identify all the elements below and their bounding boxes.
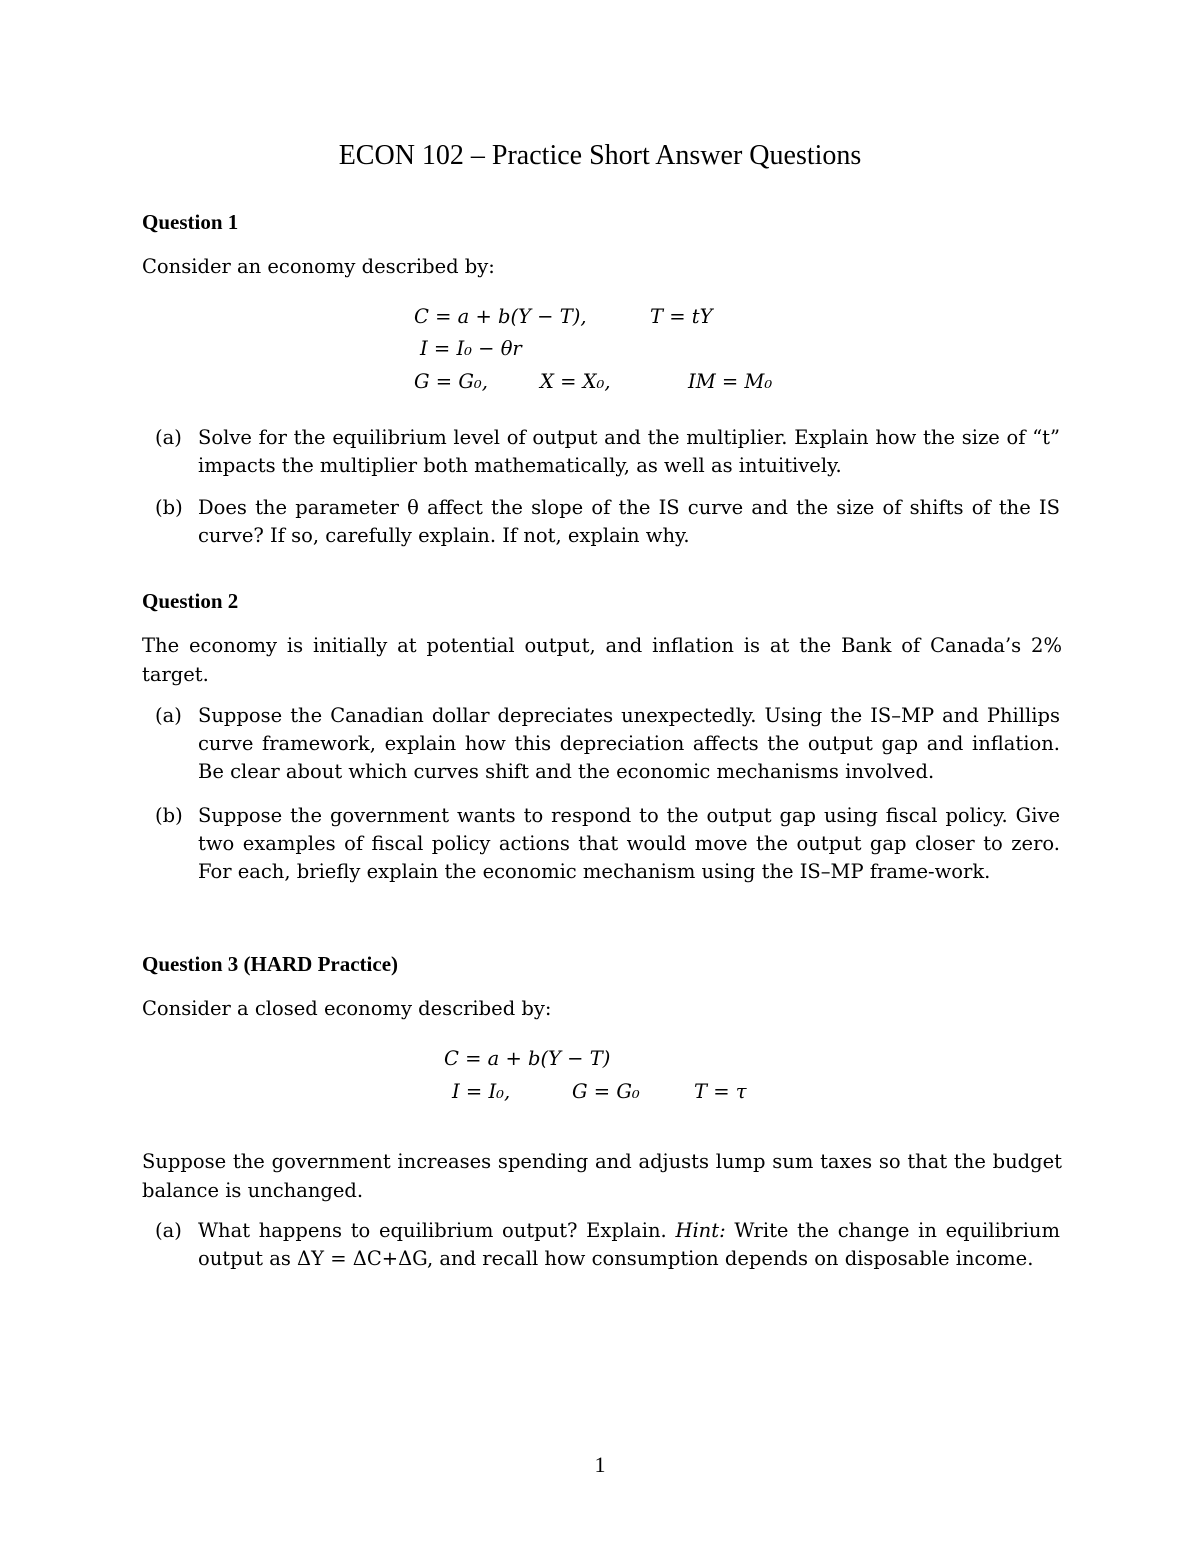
q1-equation-exports: X = X₀, — [540, 370, 611, 393]
q1-equation-investment: I = I₀ − θr — [420, 337, 522, 360]
part-text — [198, 1217, 1060, 1273]
q1-equation-tax: T = tY — [650, 305, 713, 328]
page-title: ECON 102 – Practice Short Answer Questions — [338, 140, 862, 171]
question-1-intro: Consider an economy described by: — [142, 255, 495, 278]
q3-equation-investment: I = I₀, — [452, 1080, 511, 1103]
question-1-part-b — [155, 494, 1060, 552]
q1-equation-consumption: C = a + b(Y − T), — [414, 305, 587, 328]
part-text: Does the parameter θ affect the slope of the IS curve and the size of shifts of the IS curve? If so, carefully explain. If not, explain why. — [198, 496, 1060, 547]
question-2-intro: The economy is initially at potential output, and inflation is at the Bank of Canada’s 2% target. — [142, 634, 1062, 686]
part-text: Solve for the equilibrium level of output and the multiplier. Explain how the size of “t” impacts the multiplier both mathematically, as well as intuitively. — [198, 426, 1060, 477]
question-3-heading: Question 3 (HARD Practice) — [142, 952, 399, 976]
q1-equation-imports: IM = M₀ — [688, 370, 773, 393]
question-2-heading: Question 2 — [142, 589, 239, 613]
question-2-part-a — [155, 702, 1060, 788]
part-label: (a) — [155, 426, 182, 449]
q3-equation-tax: T = τ — [694, 1080, 747, 1103]
hint-text: Write the change in equilibrium output as ΔY = ΔC+ΔG, and recall how consumption depends on disposable income. — [198, 1219, 1060, 1270]
question-2-part-b — [155, 802, 1060, 916]
question-1-part-a — [155, 424, 1060, 482]
q3-equation-consumption: C = a + b(Y − T) — [444, 1047, 611, 1070]
q1-equation-government: G = G₀, — [414, 370, 488, 393]
part-label: (b) — [155, 804, 183, 827]
part-label: (b) — [155, 496, 183, 519]
question-3-body: Suppose the government increases spending and adjusts lump sum taxes so that the budget balance is unchanged. — [142, 1150, 1062, 1202]
part-text-start: What happens to equilibrium output? Explain. — [198, 1219, 667, 1242]
hint-label: Hint: — [675, 1219, 726, 1242]
question-1-heading: Question 1 — [142, 210, 239, 234]
question-3-intro: Consider a closed economy described by: — [142, 997, 552, 1020]
part-label: (a) — [155, 1219, 182, 1242]
part-text: Suppose the government wants to respond to the output gap using fiscal policy. Give two examples of fiscal policy actions that would move the output gap closer to zero. For each, briefly explain the economic mechanism using the IS–MP frame-work. — [198, 804, 1060, 883]
part-text: Suppose the Canadian dollar depreciates unexpectedly. Using the IS–MP and Phillips curve framework, explain how this depreciation affects the output gap and inflation. Be clear about which curves shift and the economic mechanisms involved. — [198, 704, 1060, 783]
page-number: 1 — [594, 1452, 606, 1477]
part-label: (a) — [155, 704, 182, 727]
q3-equation-government: G = G₀ — [572, 1080, 640, 1103]
question-3-part-a — [155, 1217, 1060, 1303]
